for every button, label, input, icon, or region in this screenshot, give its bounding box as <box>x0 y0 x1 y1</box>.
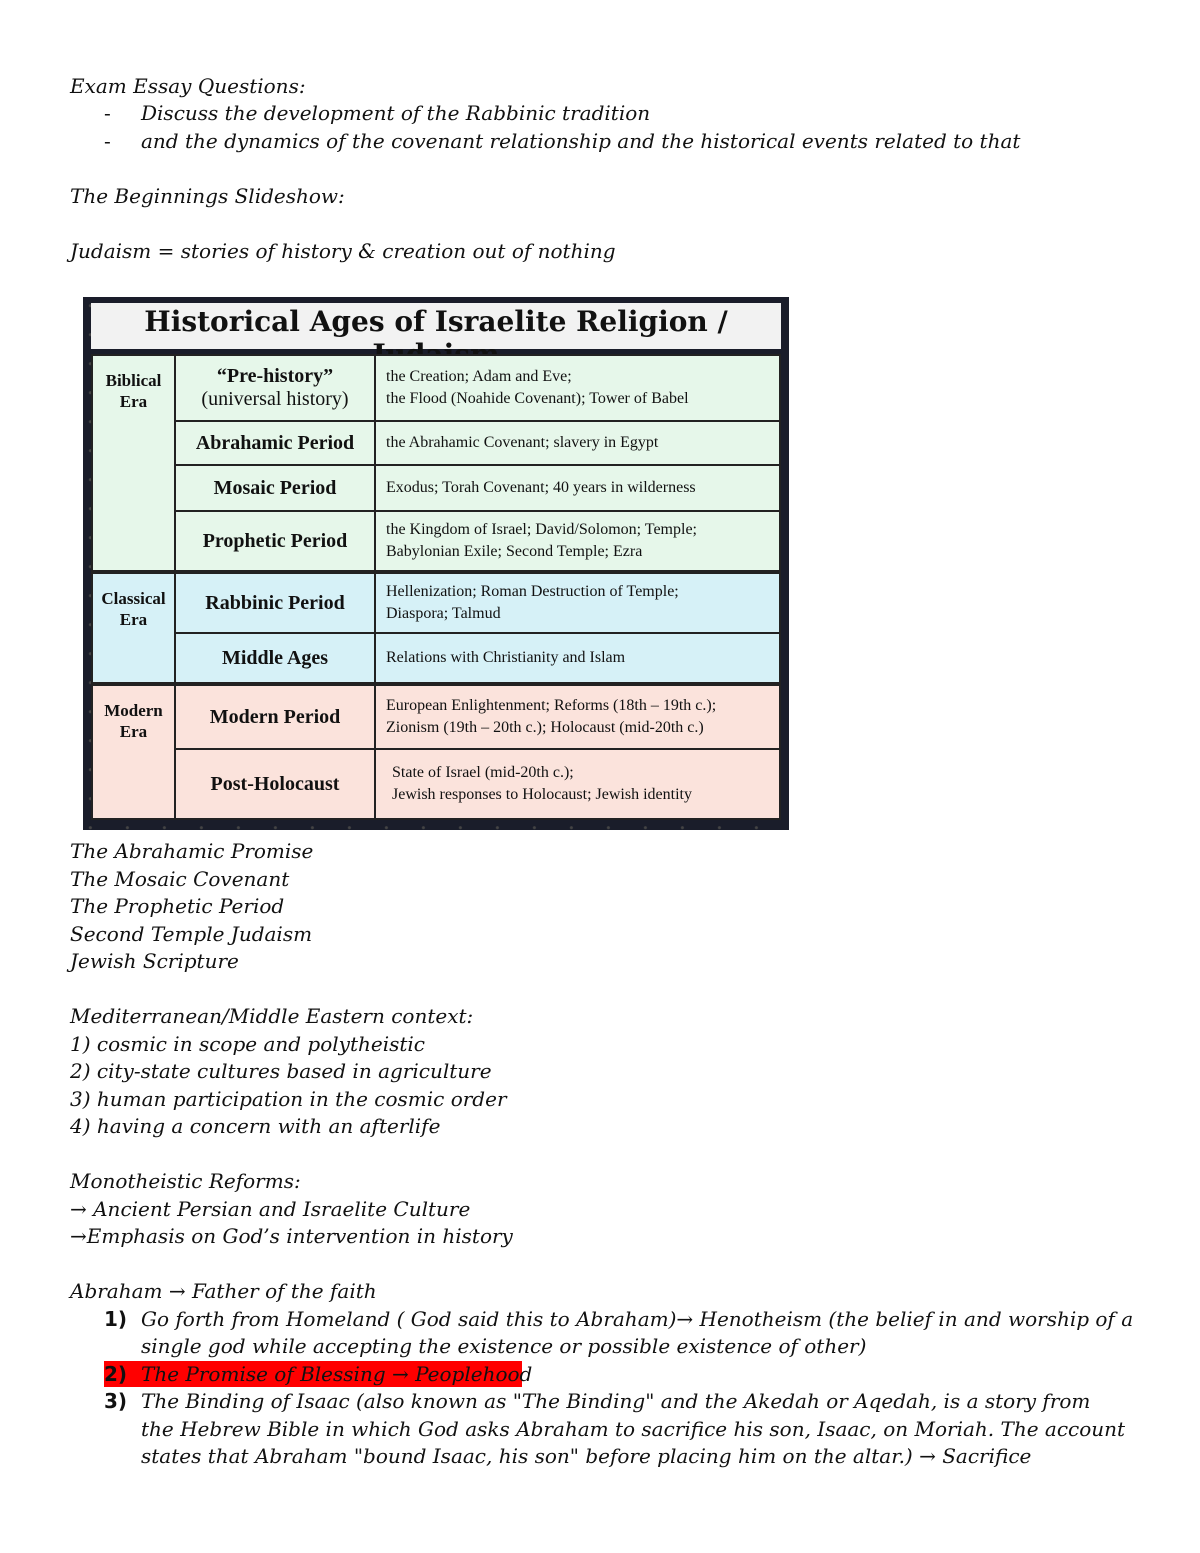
dash-bullet: - <box>104 129 111 153</box>
abraham-item-line: Go forth from Homeland ( God said this to Abraham)→ Henotheism (the belief in and worship of a <box>141 1307 1134 1331</box>
events-post-holocaust <box>374 748 781 820</box>
context-item: 3) human participation in the cosmic order <box>70 1087 507 1111</box>
event-line: State of Israel (mid-20th c.); <box>392 764 574 781</box>
question-item: Discuss the development of the Rabbinic tradition <box>141 101 651 125</box>
events-prehistory <box>374 354 781 422</box>
topic-item: The Mosaic Covenant <box>70 867 290 891</box>
events-rabbinic <box>374 572 781 634</box>
abraham-item-line-highlighted: The Promise of Blessing → Peoplehood <box>141 1362 533 1386</box>
event-line: Relations with Christianity and Islam <box>386 649 626 666</box>
reforms-title: Monotheistic Reforms: <box>70 1169 301 1193</box>
period-post-holocaust: Post-Holocaust <box>174 748 376 820</box>
period-prophetic: Prophetic Period <box>174 510 376 572</box>
abraham-item-line: the Hebrew Bible in which God asks Abraham to sacrifice his son, Isaac, on Moriah. The account <box>141 1417 1126 1441</box>
period-abrahamic: Abrahamic Period <box>174 420 376 466</box>
period-subtitle: (universal history) <box>201 388 349 410</box>
period-rabbinic: Rabbinic Period <box>174 572 376 634</box>
reforms-item: → Ancient Persian and Israelite Culture <box>70 1197 471 1221</box>
events-abrahamic <box>374 420 781 466</box>
era-classical: Classical Era <box>91 572 176 684</box>
period-modern: Modern Period <box>174 684 376 750</box>
period-name: “Pre-history” <box>216 365 334 387</box>
event-line: European Enlightenment; Reforms (18th – 19th c.); <box>386 697 717 714</box>
abraham-item-line: The Binding of Isaac (also known as "The Binding" and the Akedah or Aqedah, is a story from <box>141 1389 1091 1413</box>
context-title: Mediterranean/Middle Eastern context: <box>70 1004 474 1028</box>
list-number: 3) <box>104 1389 128 1413</box>
abraham-item-line: single god while accepting the existence or possible existence of other) <box>141 1334 867 1358</box>
context-item: 4) having a concern with an afterlife <box>70 1114 441 1138</box>
era-biblical: Biblical Era <box>91 354 176 572</box>
event-line: Exodus; Torah Covenant; 40 years in wilderness <box>386 479 696 496</box>
list-number: 2) <box>104 1362 128 1386</box>
event-line: the Kingdom of Israel; David/Solomon; Temple; <box>386 521 697 538</box>
table-title: Historical Ages of Israelite Religion / <box>144 305 728 338</box>
question-item: and the dynamics of the covenant relationship and the historical events related to that <box>141 129 1021 153</box>
event-line: Babylonian Exile; Second Temple; Ezra <box>386 543 643 560</box>
topic-item: Second Temple Judaism <box>70 922 313 946</box>
period-mosaic: Mosaic Period <box>174 464 376 512</box>
judaism-definition: Judaism = stories of history & creation out of nothing <box>70 239 616 263</box>
slideshow-title: The Beginnings Slideshow: <box>70 184 345 208</box>
event-line: the Creation; Adam and Eve; <box>386 368 572 385</box>
topic-item: The Prophetic Period <box>70 894 285 918</box>
abraham-item-line: states that Abraham "bound Isaac, his son" before placing him on the altar.) → Sacrifice <box>141 1444 1032 1468</box>
context-item: 1) cosmic in scope and polytheistic <box>70 1032 425 1056</box>
era-modern: Modern Era <box>91 684 176 820</box>
historical-ages-table-image <box>83 297 789 830</box>
period-prehistory <box>174 354 376 422</box>
reforms-item: →Emphasis on God’s intervention in history <box>70 1224 513 1248</box>
topic-item: The Abrahamic Promise <box>70 839 314 863</box>
events-modern <box>374 684 781 750</box>
event-line: Zionism (19th – 20th c.); Holocaust (mid-20th c.) <box>386 719 704 736</box>
event-line: Hellenization; Roman Destruction of Temple; <box>386 583 679 600</box>
exam-title: Exam Essay Questions: <box>70 74 306 98</box>
dash-bullet: - <box>104 101 111 125</box>
topic-item: Jewish Scripture <box>70 949 239 973</box>
events-prophetic <box>374 510 781 572</box>
list-number: 1) <box>104 1307 128 1331</box>
events-mosaic <box>374 464 781 512</box>
period-middle-ages: Middle Ages <box>174 632 376 684</box>
event-line: the Flood (Noahide Covenant); Tower of Babel <box>386 390 689 407</box>
event-line: Diaspora; Talmud <box>386 605 501 622</box>
event-line: the Abrahamic Covenant; slavery in Egypt <box>386 434 659 451</box>
context-item: 2) city-state cultures based in agriculture <box>70 1059 492 1083</box>
events-middle-ages <box>374 632 781 684</box>
event-line: Jewish responses to Holocaust; Jewish identity <box>392 786 692 803</box>
abraham-title: Abraham → Father of the faith <box>70 1279 377 1303</box>
